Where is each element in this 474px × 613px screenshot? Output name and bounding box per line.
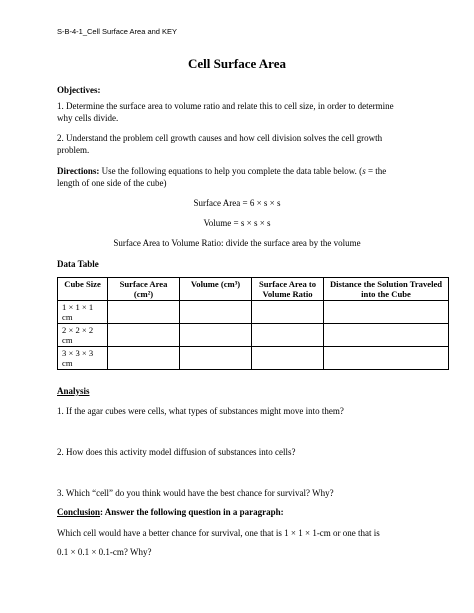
table-cell[interactable] <box>324 324 449 347</box>
surface-area-equation: Surface Area = 6 × s × s <box>193 198 281 208</box>
directions-var: s <box>362 166 366 176</box>
table-cell[interactable] <box>252 324 324 347</box>
table-row <box>58 301 449 324</box>
table-cell[interactable] <box>252 347 324 370</box>
column-header: Distance the Solution Traveled into the Cube <box>324 278 449 301</box>
directions-line1 <box>57 165 386 177</box>
conclusion-label: Conclusion <box>57 507 101 517</box>
directions-end: = the <box>365 166 387 176</box>
directions-label: Directions: <box>57 166 100 176</box>
table-cell[interactable] <box>324 347 449 370</box>
table-cell[interactable] <box>252 301 324 324</box>
table-row <box>58 324 449 347</box>
table-cell[interactable] <box>108 324 180 347</box>
table-cell[interactable] <box>180 301 252 324</box>
data-table-heading: Data Table <box>57 259 99 269</box>
page-title: Cell Surface Area <box>188 56 286 71</box>
objectives-heading: Objectives: <box>57 85 101 95</box>
analysis-question-1: 1. If the agar cubes were cells, what types of substances might move into them? <box>57 406 344 416</box>
conclusion-question-line2: 0.1 × 0.1 × 0.1-cm? Why? <box>57 547 152 557</box>
table-cell[interactable] <box>108 301 180 324</box>
document-header: S-B-4-1_Cell Surface Area and KEY <box>57 27 178 36</box>
objective-2-line1: 2. Understand the problem cell growth causes and how cell division solves the cell growth <box>57 133 383 143</box>
objective-2-line2: problem. <box>57 145 90 155</box>
table-cell[interactable] <box>324 301 449 324</box>
table-row <box>58 347 449 370</box>
table-cell[interactable] <box>108 347 180 370</box>
volume-equation: Volume = s × s × s <box>203 218 271 228</box>
ratio-equation: Surface Area to Volume Ratio: divide the surface area by the volume <box>113 238 361 248</box>
objective-1-line2: why cells divide. <box>57 113 119 123</box>
directions-text: Use the following equations to help you complete the data table below. ( <box>99 166 363 176</box>
column-header: Cube Size <box>58 278 108 301</box>
column-header: Surface Area to Volume Ratio <box>252 278 324 301</box>
table-cell: 1 × 1 × 1 cm <box>58 301 108 324</box>
conclusion-prompt <box>57 506 284 518</box>
table-header-row <box>58 278 449 301</box>
table-cell[interactable] <box>180 347 252 370</box>
column-header: Volume (cm³) <box>180 278 252 301</box>
table-cell: 3 × 3 × 3 cm <box>58 347 108 370</box>
conclusion-instruction: : Answer the following question in a paragraph: <box>100 507 284 517</box>
table-cell[interactable] <box>180 324 252 347</box>
analysis-question-2: 2. How does this activity model diffusion of substances into cells? <box>57 447 296 457</box>
column-header: Surface Area (cm²) <box>108 278 180 301</box>
table-cell: 2 × 2 × 2 cm <box>58 324 108 347</box>
data-table <box>57 277 449 370</box>
objective-1-line1: 1. Determine the surface area to volume ratio and relate this to cell size, in order to determine <box>57 101 394 111</box>
directions-line2: length of one side of the cube) <box>57 178 167 188</box>
analysis-heading: Analysis <box>57 386 90 396</box>
analysis-question-3: 3. Which “cell” do you think would have the best chance for survival? Why? <box>57 488 334 498</box>
conclusion-question-line1: Which cell would have a better chance for survival, one that is 1 × 1 × 1-cm or one that is <box>57 528 380 538</box>
